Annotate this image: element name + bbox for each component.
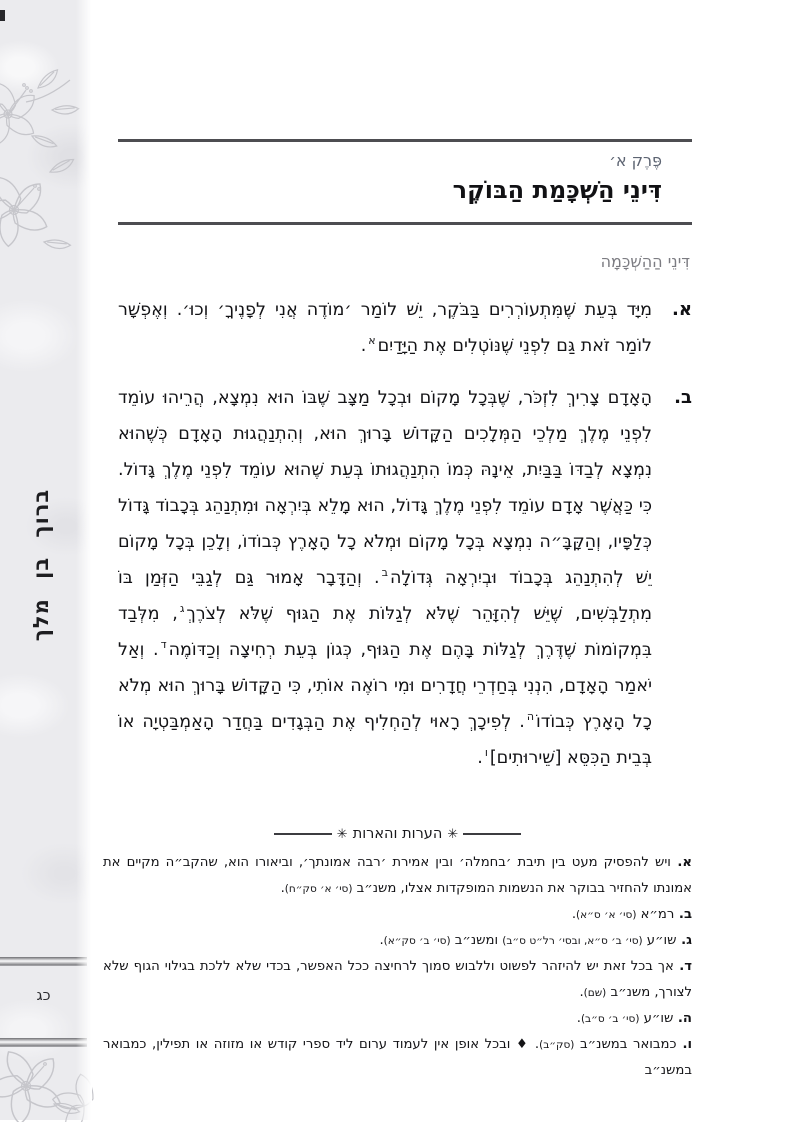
citation-small: (סי׳ ב׳ סק״א) xyxy=(383,935,451,947)
page-number: כג xyxy=(36,986,51,1004)
footnote-marker: ב. xyxy=(674,907,692,922)
paragraph-text: מִיָּד בְּעֵת שֶׁמִּתְעוֹרְרִים בַּבֹּקֶר, יֵשׁ לוֹמַר ׳מוֹדֶה אֲנִי לְפָנֶיךָ׳ וְכוּ׳. וְאֶפְשָׁר לוֹמַר זֹאת גַּם לִפְנֵי שֶׁנּוֹטְלִים אֶת הַיָּדַיִם$^א$. xyxy=(118,300,652,356)
footnote-marker: ד. xyxy=(673,959,692,974)
citation-small: (סי׳ א׳ סק״ח) xyxy=(284,883,353,895)
book-spine-title: ברוך בן מלך xyxy=(29,488,53,642)
footnote: ו. כמבואר במשנ״ב (סק״ב). ♦ ובכל אופן אין לעמוד ערום ליד ספרי קודש או מזוזה או תפילין, כמבואר במשנ״ב xyxy=(103,1037,692,1078)
halacha-paragraph xyxy=(118,292,692,364)
decorative-margin xyxy=(0,0,92,1120)
footnote: א. ויש להפסיק מעט בין תיבת ׳בחמלה׳ ובין אמירת ׳רבה אמונתך׳, וביאורו הוא, שהקב״ה מקיים את אמונתו להחזיר בבוקר את הנשמות המופקדות אצלו, משנ״ב (סי׳ א׳ סק״ח). xyxy=(103,855,692,896)
footnotes-divider-label: הערות והארות xyxy=(352,826,443,842)
footnote: ג. שו״ע (סי׳ ב׳ ס״א, ובסי׳ רל״ט ס״ב) ומשנ״ב (סי׳ ב׳ סק״א). xyxy=(379,933,692,948)
paragraph-text: הָאָדָם צָרִיךְ לִזְכֹּר, שֶׁבְּכָל מָקוֹם וּבְכָל מַצָּב שֶׁבּוֹ הוּא נִמְצָא, הֲרֵיהוּ עוֹמֵד לִפְנֵי מֶלֶךְ מַלְכֵי הַמְּלָכִים הַקָּדוֹשׁ בָּרוּךְ הוּא, וְהִתְנַהֲגוּת הָאָדָם כְּשֶׁהוּא נִמְצָא לְבַדּוֹ בַּבַּיִת, אֵינָהּ כְּמוֹ הִתְנַהֲגוּתוֹ בְּעֵת שֶׁהוּא עוֹמֵד לִפְנֵי מֶלֶךְ גָּדוֹל. כִּי כַּאֲשֶׁר אָדָם עוֹמֵד לִפְנֵי מֶלֶךְ גָּדוֹל, הוּא מָלֵא בְּיִרְאָה וּמִתְנַהֵג בְּכָבוֹד גָּדוֹל כְּלַפָּיו, וְהַקָּבָּ״ה נִמְצָא בְּכָל מָקוֹם וּמְלֹא כָל הָאָרֶץ כְּבוֹדוֹ, וְלָכֵן בְּכָל מָקוֹם יֵשׁ לְהִתְנַהֵג בְּכָבוֹד וּבְיִרְאָה גְּדוֹלָה$^ב$. וְהַדָּבָר אָמוּר גַּם לְגַבֵּי הַזְּמַן בּוֹ מִתְלַבְּשִׁים, שֶׁיֵּשׁ לְהִזָּהֵר שֶׁלֹּא לְגַלּוֹת אֶת הַגּוּף שֶׁלֹּא לְצֹרֶךְ$^ג$, מִלְּבַד בִּמְקוֹמוֹת שֶׁדֶּרֶךְ לְגַלּוֹת בָּהֶם אֶת הַגּוּף, כְּגוֹן בְּעֵת רְחִיצָה וְכַדּוֹמֶה$^ד$. וְאַל יֹאמַר הָאָדָם, הִנְנִי בְּחַדְרֵי חֲדָרִים וּמִי רוֹאֶה אוֹתִי, כִּי הַקָּדוֹשׁ בָּרוּךְ הוּא מְלֹא כָל הָאָרֶץ כְּבוֹדוֹ$^ה$. לְפִיכָךְ רָאוּי לְהַחְלִיף אֶת הַבְּגָדִים בַּחֲדַר הָאַמְבַּטְיָה אוֹ בְּבֵית הַכִּסֵּא [שֵׁירוּתִים]$^ו$. xyxy=(118,388,652,768)
divider-rule-left xyxy=(274,833,332,835)
footnote: ב. רמ״א (סי׳ א׳ ס״א). xyxy=(571,907,692,922)
footnote-ref: ו xyxy=(484,746,488,760)
rosette-ornament-icon: ✳ xyxy=(447,826,459,842)
halacha-paragraph xyxy=(118,380,692,776)
chapter-title: דִּינֵי הַשְׁכָּמַת הַבּוֹקֶר xyxy=(452,176,662,204)
chapter-label: פֶּרֶק א׳ xyxy=(609,151,662,170)
footnote: ד. אך בכל זאת יש להיזהר לפשוט וללבוש סמוך לרחיצה ככל האפשר, בכדי שלא ללכת בגילוי הגוף שלא לצורך, משנ״ב (שם). xyxy=(103,959,692,1000)
footnote: ה. שו״ע (סי׳ ב׳ ס״ב). xyxy=(576,1011,692,1026)
margin-divider-bar-top xyxy=(0,957,87,966)
footnote-marker: ה. xyxy=(673,1011,692,1026)
paragraph-marker: ב. xyxy=(674,387,692,408)
text-column xyxy=(103,0,692,1120)
footnote-marker: ג. xyxy=(676,933,692,948)
paragraph-list xyxy=(118,292,692,792)
margin-divider-bar-bottom xyxy=(0,1038,87,1047)
citation-small: (סק״ב) xyxy=(539,1039,575,1051)
section-heading: דִּינֵי הַהַשְׁכָּמָה xyxy=(600,252,690,271)
rosette-ornament-icon: ✳ xyxy=(336,826,348,842)
citation-small: (סי׳ א׳ ס״א) xyxy=(576,909,637,921)
footnote-ref: ה xyxy=(526,710,535,724)
floral-decoration-bottom-icon xyxy=(0,1046,102,1122)
footnote-marker: א. xyxy=(670,855,692,870)
footnote-ref: ב xyxy=(381,566,388,580)
chapter-header xyxy=(118,139,692,225)
footnote-ref: ג xyxy=(179,602,185,616)
footnotes-divider xyxy=(103,826,692,842)
paragraph-marker: א. xyxy=(672,299,692,320)
citation-small: (שם) xyxy=(583,987,607,999)
footnote-ref: ד xyxy=(160,638,167,652)
page-edge-mark xyxy=(0,10,5,21)
citation-small: (סי׳ ב׳ ס״ב) xyxy=(580,1013,640,1025)
divider-rule-right xyxy=(463,833,521,835)
footnote-ref: א xyxy=(368,334,376,348)
floral-decoration-top-icon xyxy=(0,52,96,264)
citation-small: (סי׳ ב׳ ס״א, ובסי׳ רל״ט ס״ב) xyxy=(502,935,643,947)
footnote-list xyxy=(103,850,692,1084)
footnote-marker: ו. xyxy=(676,1037,692,1052)
